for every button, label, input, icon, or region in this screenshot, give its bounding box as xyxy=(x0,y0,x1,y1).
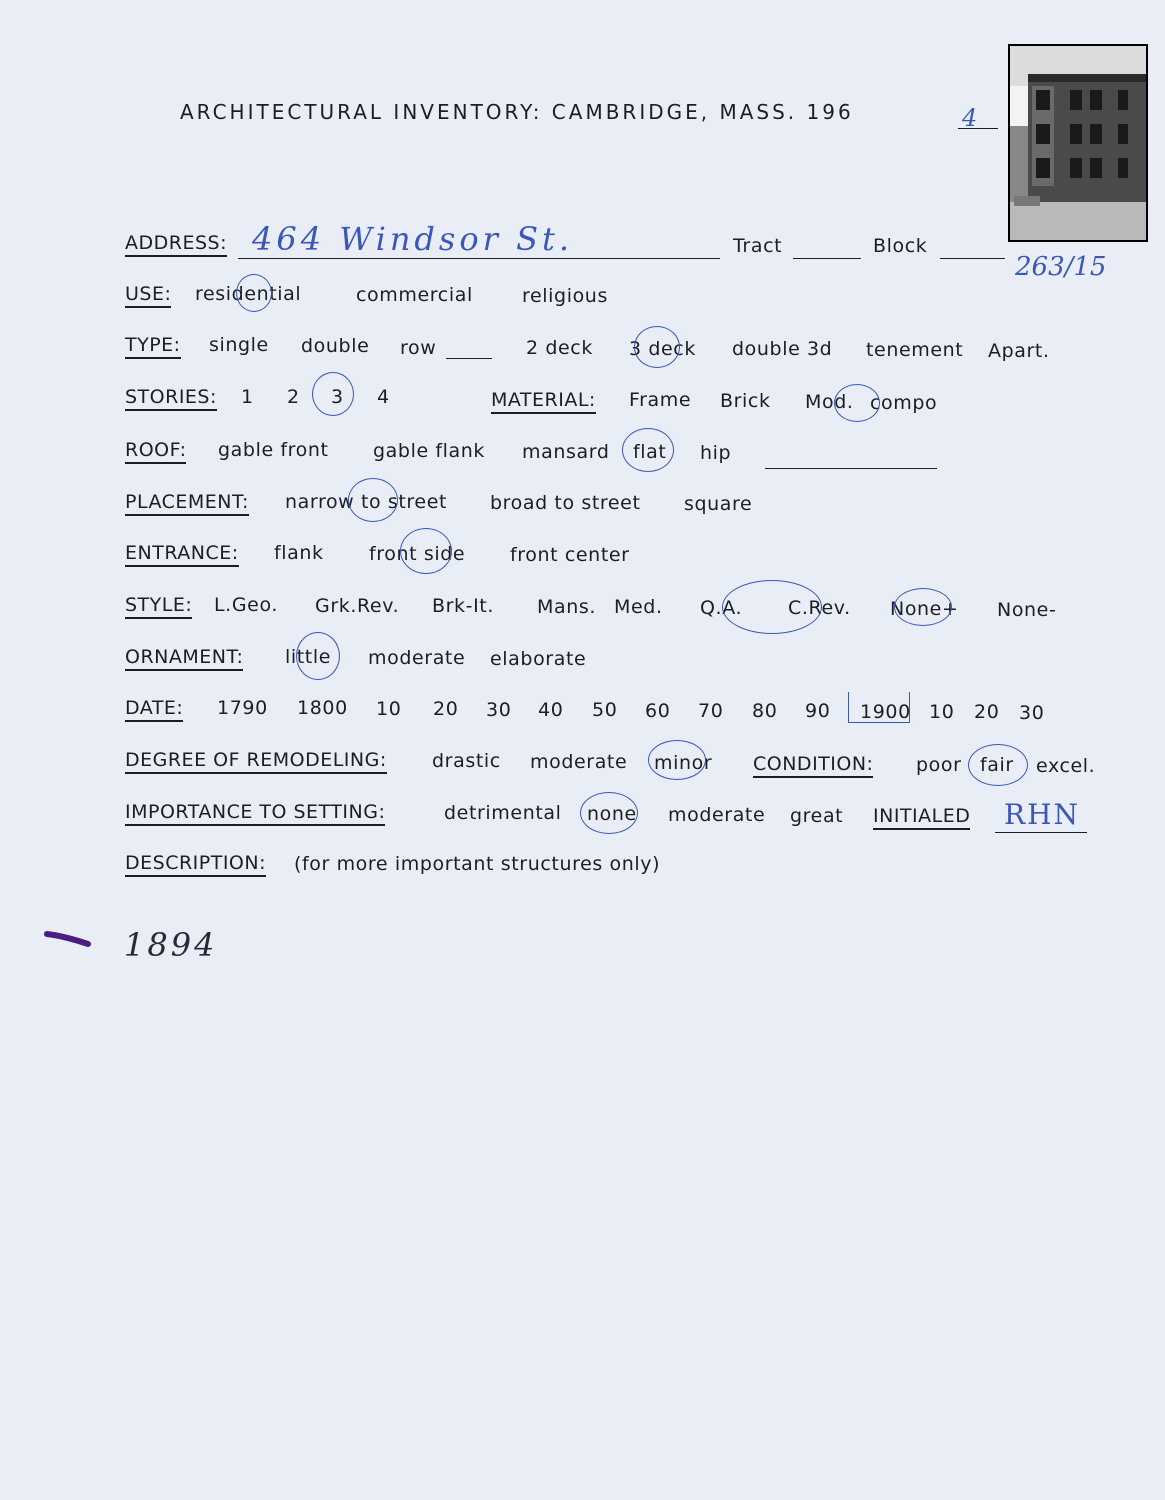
material-option-mod: Mod. xyxy=(805,391,854,413)
entrance-selection-circle xyxy=(400,528,452,574)
condition-option-excel: excel. xyxy=(1036,755,1096,777)
entrance-label: ENTRANCE: xyxy=(125,542,239,567)
type-option-single: single xyxy=(209,334,269,356)
style-selection-circle-qa-crev xyxy=(722,580,822,634)
use-option-residential: residential xyxy=(195,283,302,305)
placement-option-broad: broad to street xyxy=(490,492,641,514)
style-option-grk-rev: Grk.Rev. xyxy=(315,595,400,617)
remodeling-option-minor: minor xyxy=(654,752,713,774)
entrance-option-front-side: front side xyxy=(369,543,466,565)
date-option-10: 10 xyxy=(376,698,402,720)
address-label: ADDRESS: xyxy=(125,232,227,257)
style-option-c-rev: C.Rev. xyxy=(788,597,851,619)
remodeling-label: DEGREE OF REMODELING: xyxy=(125,749,387,774)
importance-option-detrimental: detrimental xyxy=(444,802,562,824)
material-label: MATERIAL: xyxy=(491,389,596,414)
type-selection-circle xyxy=(634,326,680,368)
condition-option-poor: poor xyxy=(916,754,962,776)
description-label: DESCRIPTION: xyxy=(125,852,266,877)
style-option-none-minus: None- xyxy=(997,599,1057,621)
ornament-label: ORNAMENT: xyxy=(125,646,243,671)
tract-line xyxy=(793,258,861,259)
date-option-90: 90 xyxy=(805,700,831,722)
roof-option-hip: hip xyxy=(700,442,732,464)
date-option-40: 40 xyxy=(538,699,564,721)
remodeling-option-moderate: moderate xyxy=(530,751,628,773)
placement-selection-circle xyxy=(348,478,398,522)
condition-label: CONDITION: xyxy=(753,753,873,778)
style-selection-circle-none xyxy=(894,588,952,626)
address-line xyxy=(238,258,720,259)
type-option-double-3d: double 3d xyxy=(732,338,833,360)
type-option-2-deck: 2 deck xyxy=(526,337,593,359)
style-option-l-geo: L.Geo. xyxy=(214,594,278,616)
placement-label: PLACEMENT: xyxy=(125,491,249,516)
year-handwritten: 4 xyxy=(962,104,978,132)
ornament-selection-circle xyxy=(296,632,340,680)
tract-label: Tract xyxy=(733,235,783,257)
importance-option-moderate: moderate xyxy=(668,804,766,826)
type-option-row: row xyxy=(400,337,437,359)
form-title: ARCHITECTURAL INVENTORY: CAMBRIDGE, MASS. 196 xyxy=(180,100,854,124)
building-photo-image xyxy=(1010,46,1148,242)
remodeling-selection-circle xyxy=(648,740,706,780)
style-label: STYLE: xyxy=(125,594,192,619)
type-option-double: double xyxy=(301,335,370,357)
building-photo xyxy=(1008,44,1148,242)
use-selection-circle xyxy=(236,274,272,312)
ornament-option-elaborate: elaborate xyxy=(490,648,587,670)
type-option-tenement: tenement xyxy=(866,339,964,361)
description-note: (for more important structures only) xyxy=(294,853,661,875)
importance-label: IMPORTANCE TO SETTING: xyxy=(125,801,385,826)
date-option-1920: 20 xyxy=(974,701,1000,723)
remodeling-option-drastic: drastic xyxy=(432,750,501,772)
material-option-frame: Frame xyxy=(629,389,692,411)
date-option-1800: 1800 xyxy=(297,697,348,719)
ornament-option-little: little xyxy=(285,646,332,668)
initialed-label: INITIALED xyxy=(873,805,970,830)
entrance-option-flank: flank xyxy=(274,542,324,564)
style-option-none-plus: None+ xyxy=(890,598,959,620)
importance-option-great: great xyxy=(790,805,844,827)
entrance-option-front-center: front center xyxy=(510,544,630,566)
material-option-compo: compo xyxy=(870,392,938,414)
date-selection-bracket xyxy=(848,692,910,723)
purple-marker-stroke xyxy=(44,926,94,950)
date-option-30: 30 xyxy=(486,699,512,721)
use-label: USE: xyxy=(125,283,171,308)
importance-option-none: none xyxy=(587,803,637,825)
roof-option-gable-front: gable front xyxy=(218,439,329,461)
stories-option-2: 2 xyxy=(287,386,300,408)
roof-option-gable-flank: gable flank xyxy=(373,440,486,462)
importance-selection-circle xyxy=(580,792,638,834)
stories-label: STORIES: xyxy=(125,386,217,411)
initialed-line xyxy=(995,832,1087,833)
roof-other-line xyxy=(765,468,937,469)
type-row-line xyxy=(446,358,492,359)
block-handwritten: 263/15 xyxy=(1015,252,1107,282)
stories-option-1: 1 xyxy=(241,386,254,408)
style-option-mans: Mans. xyxy=(537,596,597,618)
style-option-brk-it: Brk-It. xyxy=(432,595,494,617)
date-option-1900: 1900 xyxy=(860,701,911,723)
stories-option-3: 3 xyxy=(331,386,344,408)
date-option-1930: 30 xyxy=(1019,702,1045,724)
type-option-3-deck: 3 deck xyxy=(629,338,696,360)
date-label: DATE: xyxy=(125,697,183,722)
use-option-commercial: commercial xyxy=(356,284,473,306)
roof-label: ROOF: xyxy=(125,439,186,464)
placement-option-narrow: narrow to street xyxy=(285,491,448,513)
date-option-70: 70 xyxy=(698,700,724,722)
roof-option-mansard: mansard xyxy=(522,441,610,463)
initialed-handwritten: RHN xyxy=(1004,798,1080,831)
style-option-med: Med. xyxy=(614,596,663,618)
style-option-qa: Q.A. xyxy=(700,597,743,619)
roof-selection-circle xyxy=(622,428,674,472)
type-option-apart: Apart. xyxy=(988,340,1050,362)
stories-selection-circle xyxy=(312,372,354,416)
condition-option-fair: fair xyxy=(980,754,1014,776)
description-handwritten: 1894 xyxy=(124,926,218,964)
type-label: TYPE: xyxy=(125,334,181,359)
date-option-1910: 10 xyxy=(929,701,955,723)
use-option-religious: religious xyxy=(522,285,608,307)
ornament-option-moderate: moderate xyxy=(368,647,466,669)
material-option-brick: Brick xyxy=(720,390,771,412)
block-label: Block xyxy=(873,235,928,257)
date-option-50: 50 xyxy=(592,699,618,721)
roof-option-flat: flat xyxy=(633,441,667,463)
date-option-20: 20 xyxy=(433,698,459,720)
stories-option-4: 4 xyxy=(377,386,390,408)
block-line xyxy=(940,258,1005,259)
material-selection-circle xyxy=(834,384,880,422)
date-option-60: 60 xyxy=(645,700,671,722)
condition-selection-circle xyxy=(968,744,1028,786)
date-option-80: 80 xyxy=(752,700,778,722)
date-option-1790: 1790 xyxy=(217,697,268,719)
address-handwritten: 464 Windsor St. xyxy=(252,220,574,258)
placement-option-square: square xyxy=(684,493,753,515)
